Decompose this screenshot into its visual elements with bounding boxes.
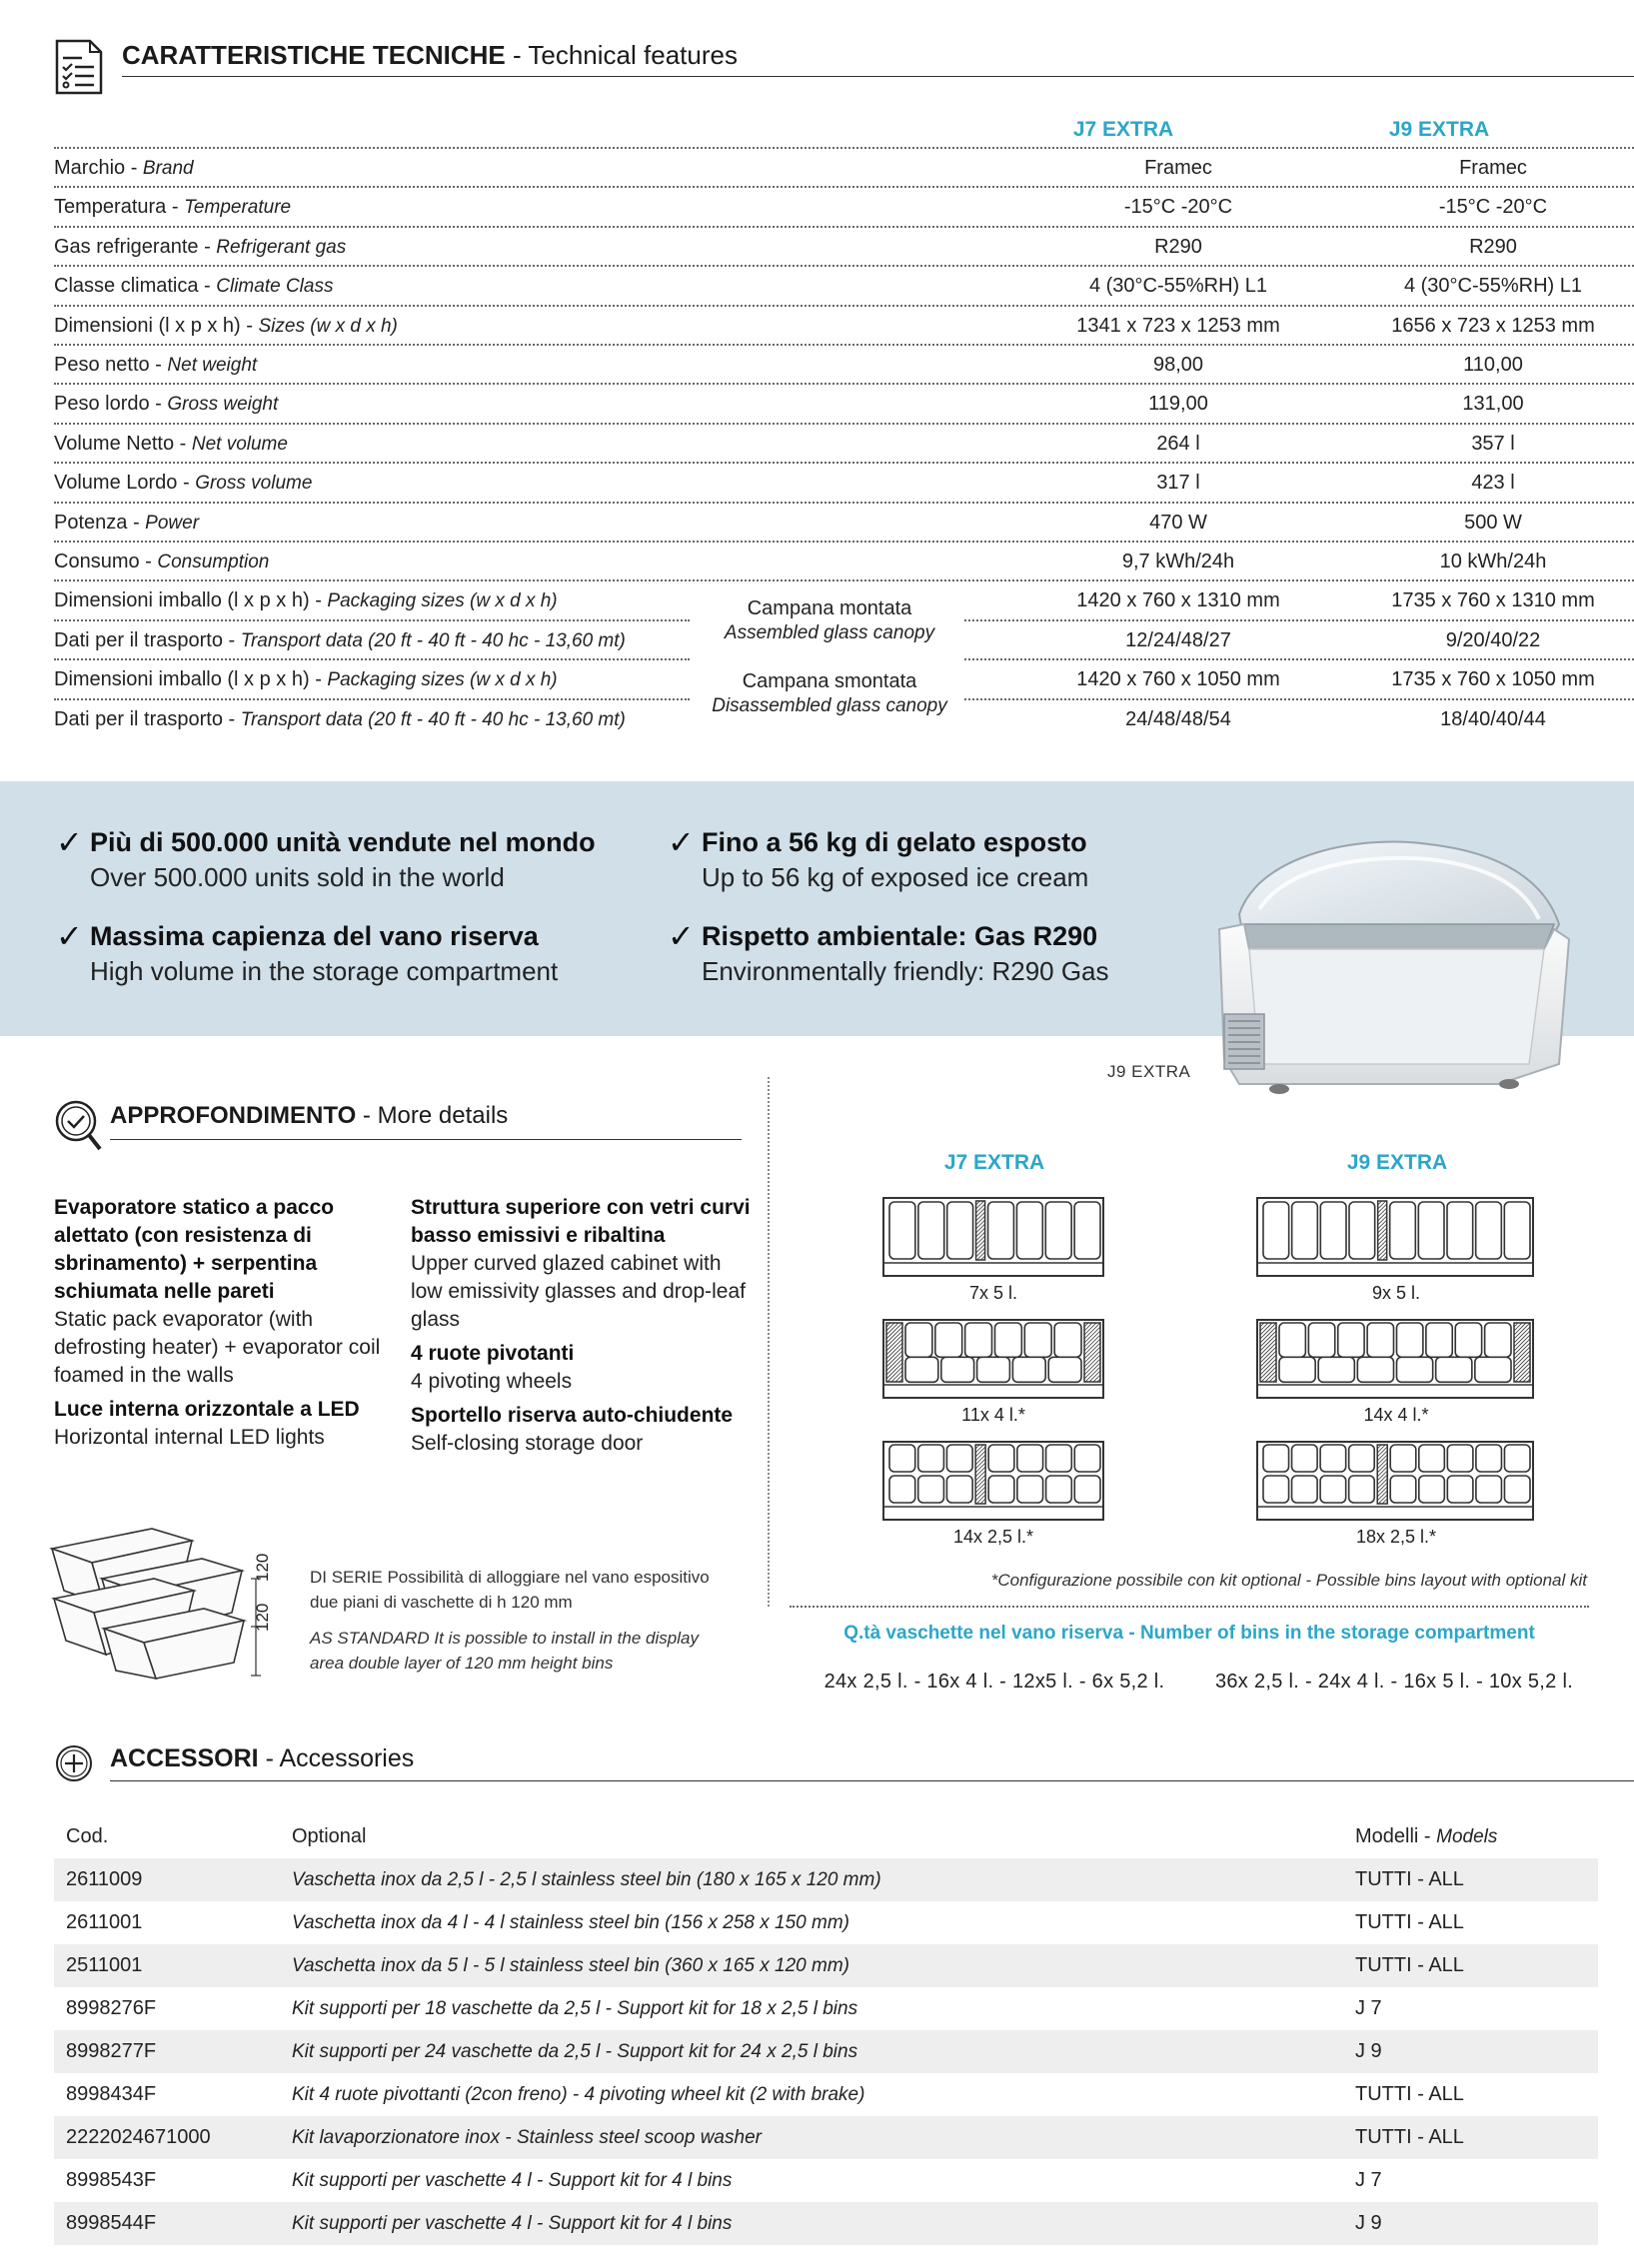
accessory-row: [54, 1858, 1598, 1901]
bin-layout-j9-4l: [1256, 1319, 1534, 1399]
tech-value-j9: 110,00: [1463, 354, 1523, 376]
accessory-row: [54, 2202, 1598, 2245]
bin-layout-j9-2-5l: [1256, 1441, 1534, 1521]
tech-value-j9: 423 l: [1471, 472, 1515, 495]
tech-row-label: Dimensioni (l x p x h) - Sizes (w x d x h): [54, 314, 398, 337]
tech-row: [54, 502, 1634, 541]
tech-row-label: Peso netto - Net weight: [54, 354, 258, 376]
tech-value-j9: R290: [1469, 235, 1517, 258]
tech-value-j9: 357 l: [1471, 432, 1515, 455]
tech-row: [54, 265, 1634, 304]
dimension-label-lower: 120: [253, 1603, 272, 1632]
accessory-model: TUTTI - ALL: [1355, 2083, 1464, 2105]
tech-row-label: Gas refrigerante - Refrigerant gas: [54, 235, 347, 258]
tech-row-label: Potenza - Power: [54, 511, 200, 534]
accessory-row: [54, 2073, 1598, 2116]
product-image: [1199, 814, 1579, 1104]
tech-row-label: Marchio - Brand: [54, 157, 194, 179]
accessory-description: Kit 4 ruote pivottanti (2con freno) - 4 pivoting wheel kit (2 with brake): [292, 2084, 865, 2105]
tech-row: [54, 462, 1634, 501]
accessory-description: Vaschetta inox da 4 l - 4 l stainless steel bin (156 x 258 x 150 mm): [292, 1912, 849, 1933]
tech-section-title: CARATTERISTICHE TECNICHE - Technical features: [122, 40, 738, 70]
tech-value-j9: 1735 x 760 x 1310 mm: [1391, 589, 1595, 612]
accessory-row: [54, 1944, 1598, 1987]
tech-value-j7: -15°C -20°C: [1123, 196, 1233, 219]
standard-note-it: DI SERIE Possibilità di alloggiare nel vano espositivo due piani di vaschette di h 120 mm: [310, 1568, 710, 1612]
dimension-label-upper: 120: [253, 1553, 272, 1582]
tech-row: [54, 344, 1634, 383]
accessory-row: [54, 2030, 1598, 2073]
accessory-code: 2222024671000: [66, 2126, 211, 2148]
storage-j7: 24x 2,5 l. - 16x 4 l. - 12x5 l. - 6x 5,2 l.: [823, 1671, 1165, 1693]
magnifier-check-icon: [52, 1097, 106, 1155]
tech-section-rule: [122, 76, 1634, 77]
accessories-section-rule: [110, 1780, 1634, 1781]
tech-row-label: Dati per il trasporto - Transport data (20 ft - 40 ft - 40 hc - 13,60 mt): [54, 707, 626, 730]
detail-item: Evaporatore statico a pacco alettato (con resistenza di sbrinamento) + serpentina schiumata nelle pareti Static pack evaporator (with defrosting heater) + evaporator coil foamed in the walls: [54, 1196, 381, 1387]
check-icon: ✓: [668, 823, 695, 861]
accessory-model: J 9: [1355, 2212, 1382, 2234]
bin-layout-j9-5l: [1256, 1197, 1534, 1277]
standard-note-en: AS STANDARD It is possible to install in the display area double layer of 120 mm height bins: [310, 1629, 699, 1673]
accessory-description: Kit supporti per 18 vaschette da 2,5 l - Support kit for 18 x 2,5 l bins: [292, 1998, 858, 2019]
tech-value-j7: 1341 x 723 x 1253 mm: [1076, 314, 1280, 337]
accessory-description: Kit supporti per vaschette 4 l - Support kit for 4 l bins: [292, 2170, 733, 2191]
tech-value-j7: 264 l: [1156, 432, 1200, 455]
storage-title: Q.tà vaschette nel vano riserva - Number of bins in the storage compartment: [843, 1623, 1535, 1644]
tech-value-j7: R290: [1154, 235, 1202, 258]
tech-row: [54, 147, 1634, 186]
bin-layout-j7-5l: [882, 1197, 1104, 1277]
check-icon: ✓: [668, 917, 695, 955]
tech-row: [54, 383, 1634, 422]
tech-value-j9: 131,00: [1462, 393, 1524, 416]
accessory-code: 8998276F: [66, 1997, 157, 2019]
accessories-header-row: Cod. Optional Modelli - Models: [66, 1825, 1498, 1847]
tech-model-j7-header: J7 EXTRA: [1072, 118, 1174, 141]
accessory-description: Vaschetta inox da 5 l - 5 l stainless steel bin (360 x 165 x 120 mm): [292, 1955, 849, 1976]
bin-caption-j9-1: 9x 5 l.: [1371, 1283, 1421, 1303]
accessory-code: 2511001: [66, 1954, 143, 1976]
tech-value-j9: 10 kWh/24h: [1439, 551, 1547, 572]
storage-j9: 36x 2,5 l. - 24x 4 l. - 16x 5 l. - 10x 5,2 l.: [1214, 1671, 1574, 1693]
tech-value-j7: 12/24/48/27: [1125, 628, 1231, 651]
details-vertical-divider: [768, 1077, 770, 1607]
tech-row: [54, 541, 1634, 579]
tech-row-label: Volume Lordo - Gross volume: [54, 472, 313, 495]
bin-layout-j7-4l: [882, 1319, 1104, 1399]
accessory-model: TUTTI - ALL: [1355, 1868, 1464, 1890]
tech-row: [54, 226, 1634, 265]
detail-item: Struttura superiore con vetri curvi basso emissivi e ribaltina Upper curved glazed cabinet with low emissivity glasses and drop-leaf glass: [411, 1196, 751, 1331]
tech-section-icon: [54, 38, 104, 96]
accessories-section-title: ACCESSORI - Accessories: [110, 1744, 415, 1772]
check-icon: ✓: [56, 917, 83, 955]
accessory-row: [54, 1987, 1598, 2030]
detail-item: Sportello riserva auto-chiudente Self-closing storage door: [411, 1404, 734, 1455]
tech-value-j7: 1420 x 760 x 1310 mm: [1076, 589, 1280, 612]
accessory-description: Kit supporti per 24 vaschette da 2,5 l - Support kit for 24 x 2,5 l bins: [292, 2041, 858, 2062]
tech-value-j7: 119,00: [1148, 393, 1208, 416]
tech-value-j9: 4 (30°C-55%RH) L1: [1403, 275, 1583, 298]
details-section-title: APPROFONDIMENTO - More details: [110, 1102, 509, 1129]
bins-model-j9-header: J9 EXTRA: [1346, 1151, 1448, 1174]
detail-item: Luce interna orizzontale a LED Horizontal internal LED lights: [54, 1398, 360, 1449]
tech-row-label: Dimensioni imballo (l x p x h) - Packaging sizes (w x d x h): [54, 668, 558, 691]
bin-caption-j9-2: 14x 4 l.*: [1363, 1405, 1429, 1425]
tech-value-j9: 1735 x 760 x 1050 mm: [1391, 668, 1595, 691]
accessory-row: [54, 1901, 1598, 1944]
tech-row: [54, 305, 1634, 344]
accessory-code: 8998277F: [66, 2040, 157, 2062]
accessory-description: Vaschetta inox da 2,5 l - 2,5 l stainless steel bin (180 x 165 x 120 mm): [292, 1869, 881, 1890]
tech-value-j9: Framec: [1459, 157, 1527, 179]
details-column-2: [411, 1194, 751, 1458]
tech-value-j7: 4 (30°C-55%RH) L1: [1088, 275, 1268, 298]
tech-value-j7: 9,7 kWh/24h: [1121, 551, 1235, 572]
check-icon: ✓: [56, 823, 83, 861]
tech-row: [54, 186, 1634, 225]
tech-value-j9: 500 W: [1464, 511, 1522, 534]
accessory-code: 2611009: [66, 1868, 143, 1890]
tech-row-label: Dimensioni imballo (l x p x h) - Packaging sizes (w x d x h): [54, 589, 558, 612]
details-section-rule: [110, 1139, 742, 1140]
tech-value-j7: 317 l: [1156, 472, 1200, 495]
accessory-code: 8998434F: [66, 2083, 157, 2105]
tech-row-label: Consumo - Consumption: [54, 551, 270, 572]
accessory-model: TUTTI - ALL: [1355, 1911, 1464, 1933]
accessory-description: Kit supporti per vaschette 4 l - Support kit for 4 l bins: [292, 2213, 733, 2234]
tech-row-label: Classe climatica - Climate Class: [54, 275, 334, 298]
tech-row-label: Dati per il trasporto - Transport data (20 ft - 40 ft - 40 hc - 13,60 mt): [54, 628, 626, 651]
tech-value-j7: 98,00: [1152, 354, 1204, 376]
accessory-model: J 7: [1355, 1997, 1382, 2019]
accessory-model: TUTTI - ALL: [1355, 2126, 1464, 2148]
tech-value-j9: -15°C -20°C: [1438, 196, 1548, 219]
accessory-description: Kit lavaporzionatore inox - Stainless steel scoop washer: [292, 2127, 762, 2148]
bin-caption-j9-3: 18x 2,5 l.*: [1355, 1527, 1437, 1547]
accessory-code: 8998544F: [66, 2212, 157, 2234]
bin-caption-j7-2: 11x 4 l.*: [961, 1405, 1025, 1425]
bins-divider: [790, 1606, 1589, 1608]
tech-row: [54, 423, 1634, 462]
tech-value-j7: 470 W: [1149, 511, 1207, 534]
tech-row-label: Volume Netto - Net volume: [54, 432, 288, 455]
bins-optional-note: *Configurazione possibile con kit optional - Possible bins layout with optional kit: [990, 1571, 1587, 1590]
canopy-assembled-label: Campana montata Assembled glass canopy: [724, 597, 935, 643]
stacked-bins-illustration: [42, 1521, 292, 1681]
detail-item: 4 ruote pivotanti 4 pivoting wheels: [411, 1342, 575, 1393]
tech-value-j9: 18/40/40/44: [1440, 707, 1546, 730]
plus-circle-icon: [54, 1743, 94, 1783]
tech-row-label: Temperatura - Temperature: [54, 196, 292, 219]
accessory-code: 8998543F: [66, 2169, 157, 2191]
accessory-model: TUTTI - ALL: [1355, 1954, 1464, 1976]
tech-row-label: Peso lordo - Gross weight: [54, 393, 279, 416]
canopy-disassembled-label: Campana smontata Disassembled glass canopy: [712, 670, 947, 716]
bins-model-j7-header: J7 EXTRA: [943, 1151, 1045, 1174]
tech-model-j9-header: J9 EXTRA: [1388, 118, 1490, 141]
accessory-model: J 7: [1355, 2169, 1382, 2191]
accessory-row: [54, 2159, 1598, 2202]
bin-layout-j7-2-5l: [882, 1441, 1104, 1521]
accessory-row: [54, 2116, 1598, 2159]
bin-caption-j7-1: 7x 5 l.: [968, 1283, 1018, 1303]
tech-value-j7: Framec: [1144, 157, 1212, 179]
tech-value-j7: 24/48/48/54: [1125, 707, 1231, 730]
tech-value-j9: 9/20/40/22: [1445, 628, 1541, 651]
accessory-model: J 9: [1355, 2040, 1382, 2062]
product-caption: J9 EXTRA: [1107, 1062, 1191, 1081]
details-column-1: [54, 1194, 394, 1452]
tech-value-j9: 1656 x 723 x 1253 mm: [1391, 314, 1595, 337]
tech-value-j7: 1420 x 760 x 1050 mm: [1076, 668, 1280, 691]
bin-caption-j7-3: 14x 2,5 l.*: [952, 1527, 1034, 1547]
accessory-code: 2611001: [66, 1911, 143, 1933]
